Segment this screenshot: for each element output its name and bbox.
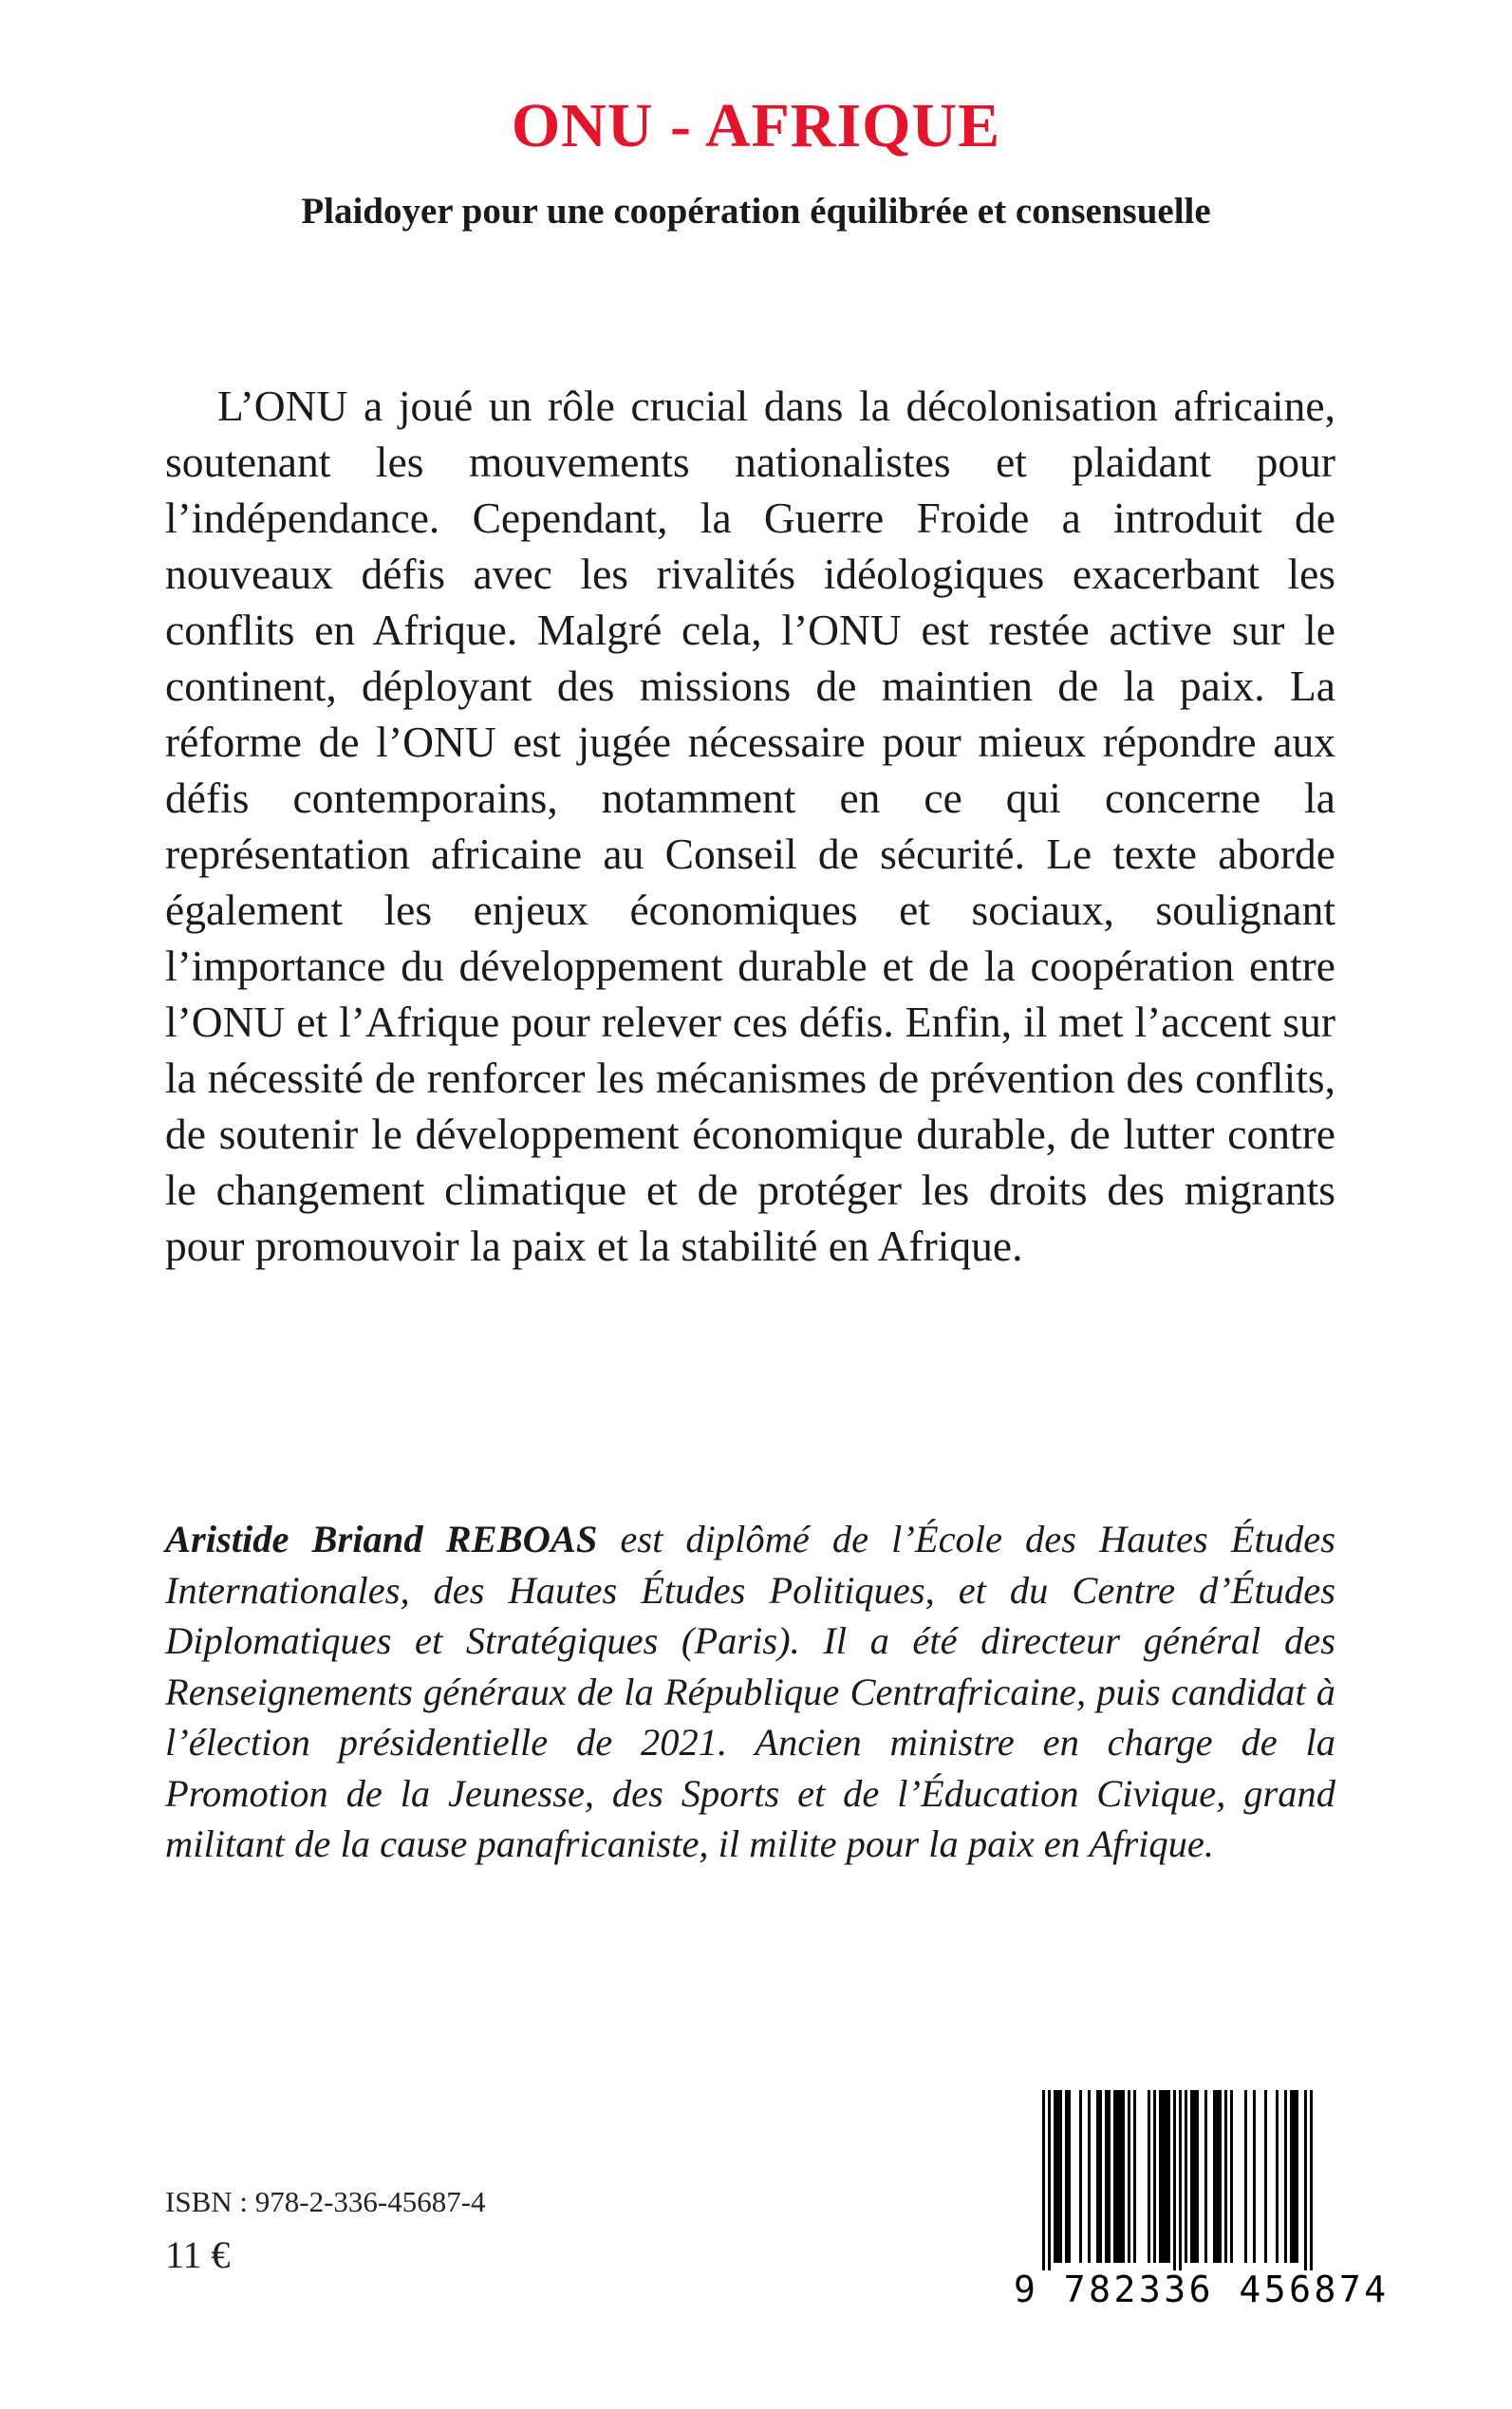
barcode-bar bbox=[1196, 2090, 1199, 2263]
author-bio-paragraph bbox=[165, 1514, 1335, 1870]
barcode-bar bbox=[1173, 2090, 1176, 2270]
barcode-bar bbox=[1244, 2090, 1247, 2263]
barcode-bar bbox=[1165, 2090, 1167, 2263]
barcode-bar bbox=[1116, 2090, 1119, 2263]
barcode-bar bbox=[1293, 2090, 1296, 2263]
book-title: ONU - AFRIQUE bbox=[511, 91, 1001, 160]
barcode-bar bbox=[1193, 2090, 1196, 2263]
barcode-bar bbox=[1167, 2090, 1170, 2263]
barcode-bar bbox=[1054, 2090, 1056, 2263]
barcode-bar bbox=[1264, 2090, 1267, 2263]
author-name: Aristide Briand REBOAS bbox=[165, 1518, 598, 1560]
barcode-bar bbox=[1096, 2090, 1099, 2263]
barcode-bar bbox=[1162, 2090, 1165, 2263]
isbn: ISBN : 978-2-336-45687-4 bbox=[165, 2185, 486, 2218]
barcode-bar bbox=[1159, 2090, 1162, 2263]
book-summary: L’ONU a joué un rôle crucial dans la décolonisation africaine, soutenant les mouvements nationalistes et plaidant pour l’indépendance. Cependant, la Guerre Froide a introduit de nouveaux défis avec les rivalités idéologiques exacerbant les conflits en Afrique. Malgré cela, l’ONU est restée active sur le continent, déployant des missions de maintien de la paix. La réforme de l’ONU est jugée nécessaire pour mieux répondre aux défis contemporains, notamment en ce qui concerne la représentation africaine au Conseil de sécurité. Le texte aborde également les enjeux économiques et sociaux, soulignant l’importance du développement durable et de la coopération entre l’ONU et l’Afrique pour relever ces défis. Enfin, il met l’accent sur la nécessité de renforcer les mécanismes de prévention des conflits, de soutenir le développement économique durable, de lutter contre le changement climatique et de protéger les droits des migrants pour promouvoir la paix et la stabilité en Afrique. bbox=[165, 382, 1335, 1270]
barcode-bar bbox=[1128, 2090, 1130, 2263]
price: 11 € bbox=[165, 2233, 231, 2276]
barcode-bar bbox=[1105, 2090, 1108, 2263]
author-bio: est diplômé de l’École des Hautes Études Internationales, des Hautes Études Politiques, et du Centre d’Études Diplomatiques et Stratégiques (Paris). Il a été directeur général des Renseignements généraux de la République Centrafricaine, puis candidat à l’élection présidentielle de 2021. Ancien ministre en charge de la Promotion de la Jeunesse, des Sports et de l’Éducation Civique, grand militant de la cause panafricaniste, il milite pour la paix en Afrique. bbox=[165, 1518, 1335, 1865]
barcode-bar bbox=[1119, 2090, 1122, 2263]
barcode-bar bbox=[1148, 2090, 1150, 2263]
barcode-bar bbox=[1068, 2090, 1071, 2263]
barcode-bar bbox=[1056, 2090, 1059, 2263]
barcode-bar bbox=[1310, 2090, 1313, 2270]
barcode-bar bbox=[1079, 2090, 1082, 2263]
barcode bbox=[1014, 2090, 1390, 2318]
barcode-digits: 9 782336 456874 bbox=[1014, 2269, 1390, 2310]
barcode-bar bbox=[1133, 2090, 1136, 2263]
barcode-bar bbox=[1284, 2090, 1287, 2263]
barcode-bar bbox=[1219, 2090, 1222, 2263]
barcode-bar bbox=[1099, 2090, 1102, 2263]
barcode-bar bbox=[1304, 2090, 1307, 2270]
barcode-bar bbox=[1065, 2090, 1068, 2263]
barcode-bar bbox=[1230, 2090, 1233, 2263]
barcode-bar bbox=[1108, 2090, 1111, 2263]
barcode-bar bbox=[1113, 2090, 1116, 2263]
barcode-bar bbox=[1290, 2090, 1293, 2263]
barcode-bar bbox=[1048, 2090, 1051, 2270]
barcode-bar bbox=[1190, 2090, 1193, 2263]
barcode-bar bbox=[1276, 2090, 1279, 2263]
barcode-bar bbox=[1216, 2090, 1219, 2263]
book-subtitle: Plaidoyer pour une coopération équilibrée et consensuelle bbox=[301, 191, 1211, 232]
barcode-bar bbox=[1153, 2090, 1156, 2263]
barcode-bar bbox=[1224, 2090, 1227, 2263]
barcode-bar bbox=[1179, 2090, 1182, 2270]
barcode-bar bbox=[1185, 2090, 1187, 2263]
barcode-bar bbox=[1204, 2090, 1207, 2263]
barcode-bar bbox=[1296, 2090, 1298, 2263]
barcode-bar bbox=[1122, 2090, 1125, 2263]
barcode-bars bbox=[1014, 2090, 1339, 2270]
barcode-bar bbox=[1253, 2090, 1256, 2263]
barcode-bar bbox=[1213, 2090, 1216, 2263]
barcode-bar bbox=[1042, 2090, 1045, 2270]
barcode-bar bbox=[1059, 2090, 1062, 2263]
barcode-bar bbox=[1088, 2090, 1091, 2263]
